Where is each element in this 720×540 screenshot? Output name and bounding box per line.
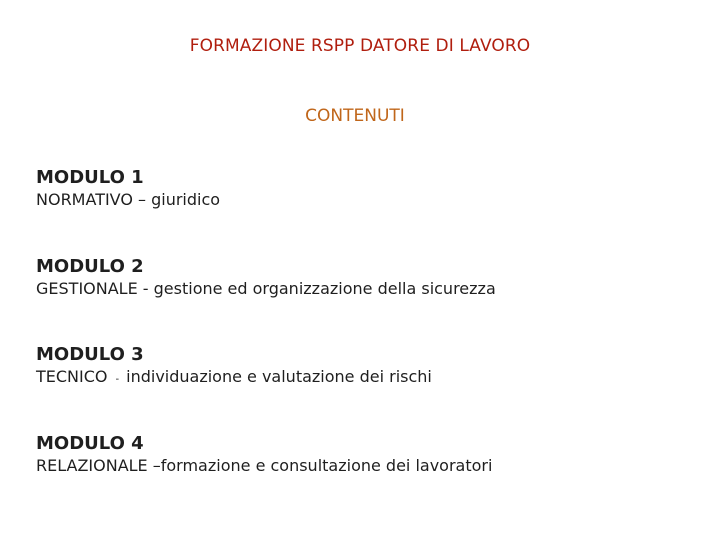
- module-description: GESTIONALE - gestione ed organizzazione della sicurezza: [36, 279, 496, 298]
- module-1: [36, 167, 220, 210]
- module-heading: MODULO 1: [36, 167, 144, 188]
- module-separator: -: [115, 374, 120, 385]
- module-description: RELAZIONALE –formazione e consultazione dei lavoratori: [36, 456, 493, 475]
- module-name: TECNICO: [36, 367, 108, 386]
- module-heading: MODULO 4: [36, 433, 144, 454]
- module-description: individuazione e valutazione dei rischi: [126, 367, 432, 386]
- module-3: [36, 344, 432, 390]
- module-heading: MODULO 3: [36, 344, 144, 365]
- module-description-line: [36, 367, 432, 390]
- module-4: [36, 433, 492, 476]
- module-2: [36, 256, 496, 299]
- page-subtitle: CONTENUTI: [305, 106, 405, 126]
- module-heading: MODULO 2: [36, 256, 144, 277]
- module-description: NORMATIVO – giuridico: [36, 190, 221, 209]
- page-title: FORMAZIONE RSPP DATORE DI LAVORO: [189, 36, 531, 56]
